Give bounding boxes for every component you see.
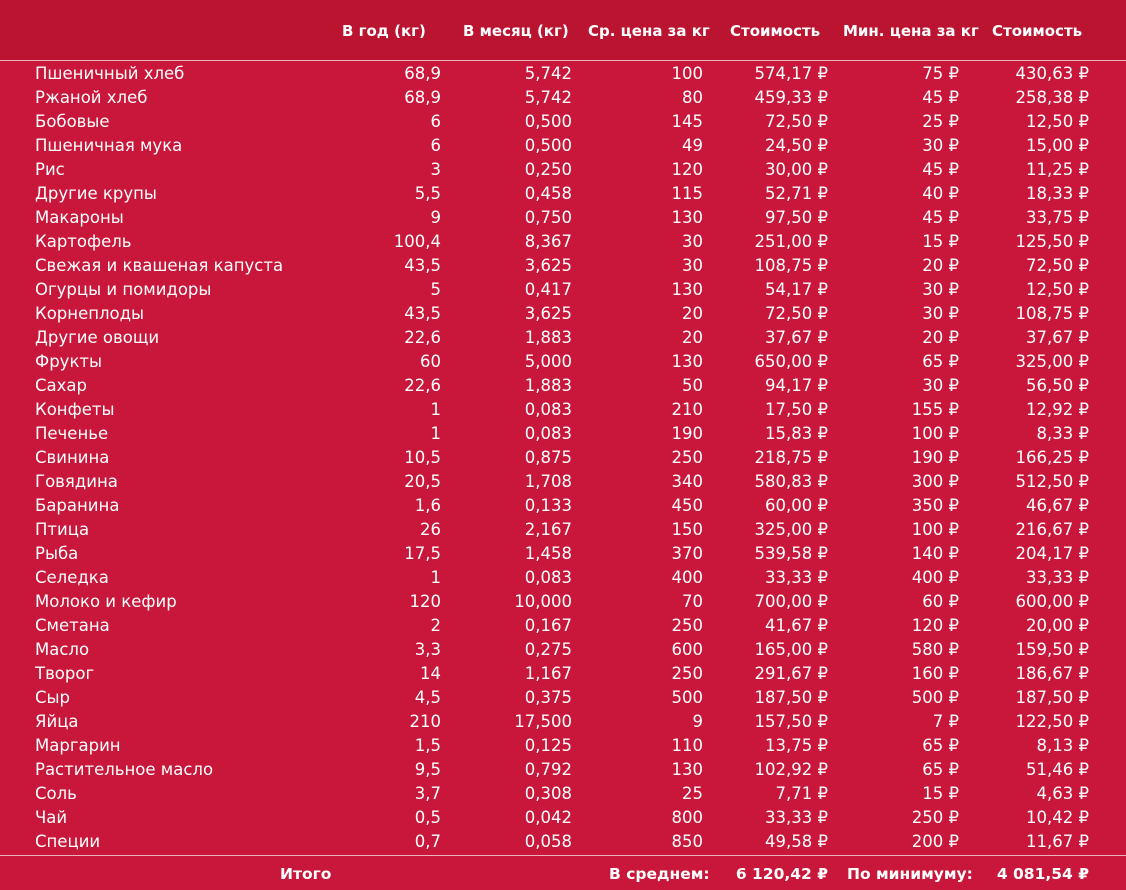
table-row (0, 614, 1126, 638)
average-label: В среднем: (609, 865, 710, 883)
per-month-kg: 1,708 (524, 472, 572, 491)
header-year: В год (кг) (342, 22, 426, 40)
per-year-kg: 20,5 (404, 472, 441, 491)
product-name: Соль (35, 784, 77, 803)
per-year-kg: 22,6 (404, 376, 441, 395)
product-name: Макароны (35, 208, 124, 227)
per-month-kg: 1,458 (524, 544, 572, 563)
cost-minimum: 11,67 ₽ (1026, 832, 1089, 851)
per-year-kg: 14 (420, 664, 441, 683)
cost-average: 15,83 ₽ (765, 424, 828, 443)
per-month-kg: 0,750 (524, 208, 572, 227)
table-row (0, 494, 1126, 518)
cost-average: 33,33 ₽ (765, 568, 828, 587)
avg-price-per-kg: 210 (671, 400, 703, 419)
cost-minimum: 512,50 ₽ (1015, 472, 1089, 491)
per-year-kg: 210 (409, 712, 441, 731)
cost-minimum: 258,38 ₽ (1015, 88, 1089, 107)
min-price-per-kg: 75 ₽ (922, 64, 959, 83)
cost-average: 94,17 ₽ (765, 376, 828, 395)
cost-minimum: 10,42 ₽ (1026, 808, 1089, 827)
header-min-price: Мин. цена за кг (843, 22, 979, 40)
avg-price-per-kg: 80 (682, 88, 703, 107)
product-name: Свинина (35, 448, 110, 467)
avg-price-per-kg: 20 (682, 328, 703, 347)
table-row (0, 422, 1126, 446)
min-price-per-kg: 7 ₽ (932, 712, 959, 731)
avg-price-per-kg: 130 (671, 280, 703, 299)
table-row (0, 734, 1126, 758)
cost-average: 218,75 ₽ (754, 448, 828, 467)
avg-price-per-kg: 25 (682, 784, 703, 803)
product-name: Фрукты (35, 352, 103, 371)
product-name: Специи (35, 832, 101, 851)
total-label: Итого (280, 865, 332, 883)
per-month-kg: 5,000 (524, 352, 572, 371)
product-name: Другие овощи (35, 328, 160, 347)
product-name: Сметана (35, 616, 110, 635)
table-row (0, 662, 1126, 686)
product-name: Сахар (35, 376, 87, 395)
min-price-per-kg: 65 ₽ (922, 760, 959, 779)
per-month-kg: 0,058 (524, 832, 572, 851)
per-year-kg: 1,5 (414, 736, 441, 755)
table-body (0, 62, 1126, 854)
cost-minimum: 46,67 ₽ (1026, 496, 1089, 515)
per-month-kg: 0,042 (524, 808, 572, 827)
min-price-per-kg: 25 ₽ (922, 112, 959, 131)
product-name: Огурцы и помидоры (35, 280, 212, 299)
avg-price-per-kg: 130 (671, 352, 703, 371)
min-price-per-kg: 65 ₽ (922, 352, 959, 371)
table-row (0, 590, 1126, 614)
per-month-kg: 0,083 (524, 400, 572, 419)
avg-price-per-kg: 30 (682, 256, 703, 275)
cost-minimum: 325,00 ₽ (1015, 352, 1089, 371)
avg-price-per-kg: 250 (671, 616, 703, 635)
per-year-kg: 26 (420, 520, 441, 539)
min-price-per-kg: 30 ₽ (922, 304, 959, 323)
table-header (0, 0, 1126, 61)
min-price-per-kg: 500 ₽ (911, 688, 959, 707)
per-year-kg: 9,5 (414, 760, 441, 779)
per-year-kg: 1 (430, 568, 441, 587)
per-year-kg: 120 (409, 592, 441, 611)
product-name: Корнеплоды (35, 304, 145, 323)
cost-minimum: 11,25 ₽ (1026, 160, 1089, 179)
per-month-kg: 2,167 (524, 520, 572, 539)
per-month-kg: 0,792 (524, 760, 572, 779)
table-row (0, 374, 1126, 398)
table-row (0, 158, 1126, 182)
per-month-kg: 1,883 (524, 376, 572, 395)
min-price-per-kg: 190 ₽ (911, 448, 959, 467)
per-month-kg: 0,875 (524, 448, 572, 467)
avg-price-per-kg: 120 (671, 160, 703, 179)
min-price-per-kg: 250 ₽ (911, 808, 959, 827)
header-month: В месяц (кг) (463, 22, 569, 40)
avg-price-per-kg: 110 (671, 736, 703, 755)
min-price-per-kg: 300 ₽ (911, 472, 959, 491)
table-row (0, 302, 1126, 326)
per-month-kg: 0,308 (524, 784, 572, 803)
min-price-per-kg: 60 ₽ (922, 592, 959, 611)
min-price-per-kg: 30 ₽ (922, 136, 959, 155)
avg-price-per-kg: 400 (671, 568, 703, 587)
avg-price-per-kg: 250 (671, 448, 703, 467)
per-month-kg: 0,275 (524, 640, 572, 659)
per-year-kg: 2 (430, 616, 441, 635)
table-row (0, 230, 1126, 254)
product-name: Чай (35, 808, 68, 827)
min-price-per-kg: 100 ₽ (911, 520, 959, 539)
cost-minimum: 187,50 ₽ (1015, 688, 1089, 707)
per-month-kg: 3,625 (524, 256, 572, 275)
avg-price-per-kg: 150 (671, 520, 703, 539)
avg-price-per-kg: 49 (682, 136, 703, 155)
min-price-per-kg: 400 ₽ (911, 568, 959, 587)
product-name: Растительное масло (35, 760, 214, 779)
product-name: Ржаной хлеб (35, 88, 148, 107)
per-month-kg: 1,883 (524, 328, 572, 347)
min-price-per-kg: 30 ₽ (922, 376, 959, 395)
product-name: Баранина (35, 496, 120, 515)
cost-average: 187,50 ₽ (754, 688, 828, 707)
min-price-per-kg: 160 ₽ (911, 664, 959, 683)
per-month-kg: 0,458 (524, 184, 572, 203)
table-row (0, 782, 1126, 806)
avg-price-per-kg: 340 (671, 472, 703, 491)
cost-average: 325,00 ₽ (754, 520, 828, 539)
per-year-kg: 43,5 (404, 304, 441, 323)
per-year-kg: 100,4 (393, 232, 441, 251)
table-row (0, 110, 1126, 134)
cost-minimum: 12,50 ₽ (1026, 112, 1089, 131)
per-month-kg: 0,500 (524, 112, 572, 131)
avg-price-per-kg: 130 (671, 208, 703, 227)
cost-average: 60,00 ₽ (765, 496, 828, 515)
per-year-kg: 5 (430, 280, 441, 299)
cost-minimum: 33,75 ₽ (1026, 208, 1089, 227)
cost-minimum: 108,75 ₽ (1015, 304, 1089, 323)
table-row (0, 758, 1126, 782)
table-footer (0, 855, 1126, 890)
cost-average: 97,50 ₽ (765, 208, 828, 227)
product-name: Картофель (35, 232, 132, 251)
cost-average: 52,71 ₽ (765, 184, 828, 203)
per-year-kg: 6 (430, 136, 441, 155)
min-price-per-kg: 20 ₽ (922, 328, 959, 347)
avg-price-per-kg: 115 (671, 184, 703, 203)
min-price-per-kg: 45 ₽ (922, 160, 959, 179)
per-year-kg: 22,6 (404, 328, 441, 347)
product-name: Бобовые (35, 112, 110, 131)
cost-average: 108,75 ₽ (754, 256, 828, 275)
min-price-per-kg: 100 ₽ (911, 424, 959, 443)
cost-average: 13,75 ₽ (765, 736, 828, 755)
table-row (0, 638, 1126, 662)
avg-price-per-kg: 20 (682, 304, 703, 323)
table-row (0, 206, 1126, 230)
per-year-kg: 60 (420, 352, 441, 371)
cost-minimum: 72,50 ₽ (1026, 256, 1089, 275)
min-price-per-kg: 15 ₽ (922, 232, 959, 251)
per-month-kg: 0,375 (524, 688, 572, 707)
min-price-per-kg: 20 ₽ (922, 256, 959, 275)
product-name: Яйца (35, 712, 79, 731)
table-row (0, 254, 1126, 278)
cost-average: 37,67 ₽ (765, 328, 828, 347)
min-price-per-kg: 155 ₽ (911, 400, 959, 419)
cost-average: 72,50 ₽ (765, 112, 828, 131)
table-row (0, 182, 1126, 206)
per-year-kg: 3,3 (414, 640, 441, 659)
product-name: Пшеничная мука (35, 136, 183, 155)
per-month-kg: 0,250 (524, 160, 572, 179)
table-row (0, 446, 1126, 470)
cost-average: 291,67 ₽ (754, 664, 828, 683)
per-year-kg: 68,9 (404, 64, 441, 83)
cost-average: 700,00 ₽ (754, 592, 828, 611)
table-row (0, 518, 1126, 542)
cost-average: 24,50 ₽ (765, 136, 828, 155)
min-price-per-kg: 45 ₽ (922, 88, 959, 107)
cost-minimum: 216,67 ₽ (1015, 520, 1089, 539)
header-cost-min: Стоимость (992, 22, 1083, 40)
cost-average: 49,58 ₽ (765, 832, 828, 851)
table-row (0, 566, 1126, 590)
table-row (0, 134, 1126, 158)
cost-minimum: 600,00 ₽ (1015, 592, 1089, 611)
cost-average: 41,67 ₽ (765, 616, 828, 635)
avg-price-per-kg: 50 (682, 376, 703, 395)
cost-average: 30,00 ₽ (765, 160, 828, 179)
per-year-kg: 1 (430, 424, 441, 443)
product-name: Селедка (35, 568, 109, 587)
cost-average: 539,58 ₽ (754, 544, 828, 563)
cost-minimum: 12,50 ₽ (1026, 280, 1089, 299)
avg-price-per-kg: 600 (671, 640, 703, 659)
table-row (0, 542, 1126, 566)
min-price-per-kg: 140 ₽ (911, 544, 959, 563)
per-month-kg: 0,167 (524, 616, 572, 635)
product-name: Рис (35, 160, 65, 179)
cost-minimum: 166,25 ₽ (1015, 448, 1089, 467)
table-row (0, 350, 1126, 374)
cost-minimum: 4,63 ₽ (1036, 784, 1089, 803)
per-month-kg: 5,742 (524, 64, 572, 83)
cost-average: 17,50 ₽ (765, 400, 828, 419)
per-month-kg: 5,742 (524, 88, 572, 107)
per-year-kg: 0,7 (414, 832, 441, 851)
product-name: Пшеничный хлеб (35, 64, 185, 83)
per-month-kg: 8,367 (524, 232, 572, 251)
product-name: Говядина (35, 472, 118, 491)
per-month-kg: 1,167 (524, 664, 572, 683)
product-name: Свежая и квашеная капуста (35, 256, 284, 275)
cost-average: 459,33 ₽ (754, 88, 828, 107)
avg-price-per-kg: 370 (671, 544, 703, 563)
cost-average: 650,00 ₽ (754, 352, 828, 371)
table-row (0, 470, 1126, 494)
cost-average: 157,50 ₽ (754, 712, 828, 731)
min-price-per-kg: 40 ₽ (922, 184, 959, 203)
cost-average: 574,17 ₽ (754, 64, 828, 83)
min-price-per-kg: 45 ₽ (922, 208, 959, 227)
cost-minimum: 12,92 ₽ (1026, 400, 1089, 419)
minimum-total: 4 081,54 ₽ (996, 865, 1089, 883)
product-name: Масло (35, 640, 90, 659)
min-price-per-kg: 65 ₽ (922, 736, 959, 755)
avg-price-per-kg: 450 (671, 496, 703, 515)
avg-price-per-kg: 850 (671, 832, 703, 851)
min-price-per-kg: 350 ₽ (911, 496, 959, 515)
cost-average: 7,71 ₽ (775, 784, 828, 803)
table-row (0, 398, 1126, 422)
min-price-per-kg: 30 ₽ (922, 280, 959, 299)
cost-minimum: 125,50 ₽ (1015, 232, 1089, 251)
table-row (0, 62, 1126, 86)
cost-average: 102,92 ₽ (754, 760, 828, 779)
cost-minimum: 20,00 ₽ (1026, 616, 1089, 635)
avg-price-per-kg: 800 (671, 808, 703, 827)
per-month-kg: 0,083 (524, 424, 572, 443)
cost-average: 165,00 ₽ (754, 640, 828, 659)
per-month-kg: 17,500 (514, 712, 572, 731)
table-row (0, 686, 1126, 710)
cost-minimum: 15,00 ₽ (1026, 136, 1089, 155)
per-month-kg: 0,125 (524, 736, 572, 755)
per-year-kg: 6 (430, 112, 441, 131)
cost-minimum: 186,67 ₽ (1015, 664, 1089, 683)
cost-average: 72,50 ₽ (765, 304, 828, 323)
avg-price-per-kg: 70 (682, 592, 703, 611)
cost-minimum: 8,33 ₽ (1036, 424, 1089, 443)
per-year-kg: 1,6 (414, 496, 441, 515)
per-month-kg: 3,625 (524, 304, 572, 323)
cost-minimum: 56,50 ₽ (1026, 376, 1089, 395)
product-name: Другие крупы (35, 184, 157, 203)
per-month-kg: 0,133 (524, 496, 572, 515)
avg-price-per-kg: 250 (671, 664, 703, 683)
avg-price-per-kg: 190 (671, 424, 703, 443)
table-row (0, 86, 1126, 110)
product-name: Конфеты (35, 400, 115, 419)
cost-average: 54,17 ₽ (765, 280, 828, 299)
cost-minimum: 18,33 ₽ (1026, 184, 1089, 203)
table-row (0, 326, 1126, 350)
table-row (0, 806, 1126, 830)
cost-minimum: 122,50 ₽ (1015, 712, 1089, 731)
average-total: 6 120,42 ₽ (735, 865, 828, 883)
cost-minimum: 51,46 ₽ (1026, 760, 1089, 779)
product-name: Маргарин (35, 736, 121, 755)
min-price-per-kg: 200 ₽ (911, 832, 959, 851)
cost-minimum: 430,63 ₽ (1015, 64, 1089, 83)
min-price-per-kg: 580 ₽ (911, 640, 959, 659)
per-year-kg: 10,5 (404, 448, 441, 467)
per-year-kg: 43,5 (404, 256, 441, 275)
cost-minimum: 8,13 ₽ (1036, 736, 1089, 755)
product-name: Рыба (35, 544, 79, 563)
per-year-kg: 17,5 (404, 544, 441, 563)
cost-minimum: 204,17 ₽ (1015, 544, 1089, 563)
per-year-kg: 3 (430, 160, 441, 179)
product-name: Молоко и кефир (35, 592, 177, 611)
table-row (0, 278, 1126, 302)
cost-average: 33,33 ₽ (765, 808, 828, 827)
product-name: Печенье (35, 424, 109, 443)
min-price-per-kg: 15 ₽ (922, 784, 959, 803)
product-name: Творог (35, 664, 95, 683)
header-cost-avg: Стоимость (730, 22, 821, 40)
cost-average: 251,00 ₽ (754, 232, 828, 251)
product-name: Сыр (35, 688, 71, 707)
product-name: Птица (35, 520, 90, 539)
cost-minimum: 159,50 ₽ (1015, 640, 1089, 659)
avg-price-per-kg: 30 (682, 232, 703, 251)
per-month-kg: 0,417 (524, 280, 572, 299)
avg-price-per-kg: 145 (671, 112, 703, 131)
avg-price-per-kg: 500 (671, 688, 703, 707)
minimum-label: По минимуму: (847, 865, 973, 883)
per-year-kg: 0,5 (414, 808, 441, 827)
table-row (0, 710, 1126, 734)
avg-price-per-kg: 130 (671, 760, 703, 779)
per-year-kg: 5,5 (414, 184, 441, 203)
cost-minimum: 33,33 ₽ (1026, 568, 1089, 587)
per-year-kg: 68,9 (404, 88, 441, 107)
table-row (0, 830, 1126, 854)
avg-price-per-kg: 9 (692, 712, 703, 731)
min-price-per-kg: 120 ₽ (911, 616, 959, 635)
cost-minimum: 37,67 ₽ (1026, 328, 1089, 347)
per-year-kg: 4,5 (414, 688, 441, 707)
per-year-kg: 9 (430, 208, 441, 227)
per-month-kg: 10,000 (514, 592, 572, 611)
avg-price-per-kg: 100 (671, 64, 703, 83)
per-year-kg: 1 (430, 400, 441, 419)
per-month-kg: 0,083 (524, 568, 572, 587)
cost-average: 580,83 ₽ (754, 472, 828, 491)
per-month-kg: 0,500 (524, 136, 572, 155)
per-year-kg: 3,7 (414, 784, 441, 803)
header-avg-price: Ср. цена за кг (588, 22, 710, 40)
